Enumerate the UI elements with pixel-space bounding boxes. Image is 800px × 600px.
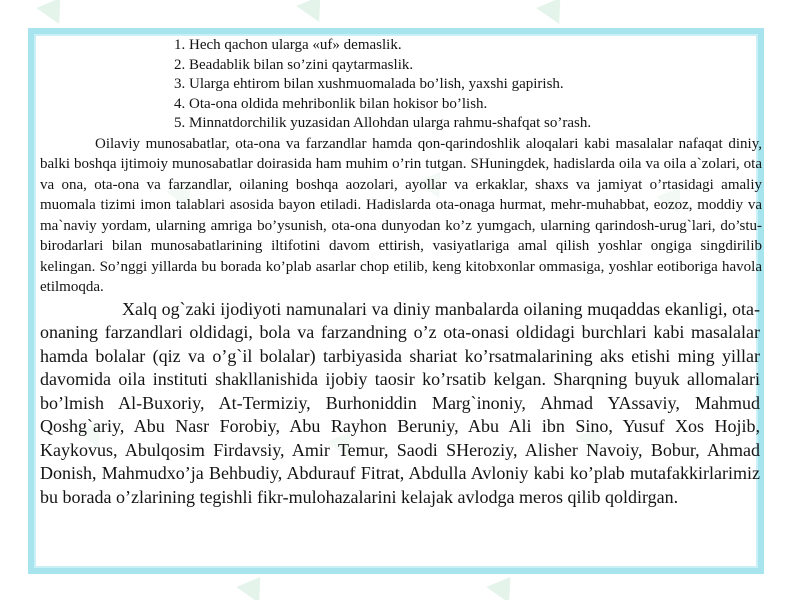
list-item: 2. Beadablik bilan so’zini qaytarmaslik.	[174, 56, 414, 73]
watermark-leaf-icon	[536, 0, 572, 24]
list-item: 1. Hech qachon ularga «uf» demaslik.	[174, 37, 402, 53]
paragraph-family-relations: Oilaviy munosabatlar, ota-ona va farzandlar hamda qon-qarindoshlik aloqalari kabi masalalar nafaqat diniy, balki boshqa ijtimoiy munosabatlar doirasida ham muhim o’rin tutgan. SHuningdek, hadislarda oila va oila a`zolari, ota va ona, ota-ona va farzandlar, oilaning boshqa aozolari, ayollar va erkaklar, shaxs va jamiyat o’rtasidagi amaliy muomala tizimi imon talablari asosida bayon etiladi. Hadislarda ota-onaga hurmat, mehr-muhabbat, eozoz, moddiy va ma`naviy yordam, ularning amriga bo’ysunish, ota-ona dunyodan ko’z yumgach, ularning qarindosh-urug`lari, do’stu-birodarlari bilan munosabatlarining iltifotini davom ettirish, vasiyatlariga amal qilish yoshlar ongiga singdirilib kelingan. So’nggi yillarda bu borada ko’plab asarlar chop etilib, keng kitobxonlar ommasiga, yoshlar eotiboriga havola etilmoqda.	[40, 135, 762, 296]
list-item: 5. Minnatdorchilik yuzasidan Allohdan ularga rahmu-shafqat so’rash.	[174, 115, 592, 132]
watermark-leaf-icon	[36, 0, 72, 24]
etiquette-list	[174, 36, 764, 134]
document-body	[40, 36, 764, 509]
paragraph-folk-heritage: Xalq og`zaki ijodiyoti namunalari va diniy manbalarda oilaning muqaddas ekanligi, ota-onaning farzandlari oldidagi, bola va farzandning o’z ota-onasi oldidagi burchlari kabi masalalar hamda bolalar (qiz va o’g`il bolalar) tarbiyasida shariat ko’rsatmalarining aks etishi ming yillar davomida oila instituti shakllanishida ijobiy taosir ko’rsatib kelgan. Sharqning buyuk allomalari bo’lmish Al-Buxoriy, At-Termiziy, Burhoniddin Marg`inoniy, Ahmad YAssaviy, Mahmud Qoshg`ariy, Abu Nasr Forobiy, Abu Rayhon Beruniy, Abu Ali ibn Sino, Yusuf Xos Hojib, Kaykovus, Abulqosim Firdavsiy, Amir Temur, Saodi SHeroziy, Alisher Navoiy, Bobur, Ahmad Donish, Mahmudxo’ja Behbudiy, Abdurauf Fitrat, Abdulla Avloniy kabi ko’plab mutafakkirlarimiz bu borada o’zlarining tegishli fikr-mulohazalarini kelajak avlodga meros qilib qoldirgan.	[40, 298, 760, 507]
list-item: 3. Ularga ehtirom bilan xushmuomalada bo’lish, yaxshi gapirish.	[174, 76, 564, 93]
list-item: 4. Ota-ona oldida mehribonlik bilan hokisor bo’lish.	[174, 95, 488, 112]
watermark-leaf-icon	[296, 0, 332, 22]
